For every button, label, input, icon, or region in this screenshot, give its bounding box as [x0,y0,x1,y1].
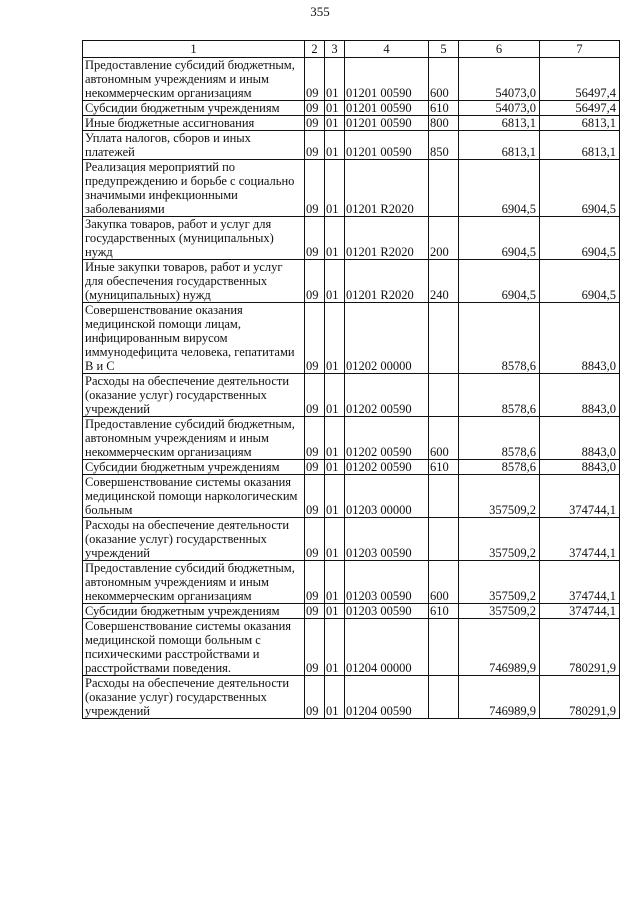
table-row [83,101,620,116]
budget-table [82,40,620,719]
expense-type-cell [429,303,459,374]
section-code-cell: 09 [305,518,325,561]
target-article-cell: 01201 R2020 [345,217,429,260]
amount-year2-cell: 6813,1 [540,131,620,160]
amount-year2-cell: 780291,9 [540,676,620,719]
expense-type-cell: 610 [429,460,459,475]
amount-year2-cell: 8843,0 [540,374,620,417]
column-header: 2 [305,41,325,58]
column-header: 4 [345,41,429,58]
row-name-cell: Расходы на обеспечение деятельности (оказание услуг) государственных учреждений [83,676,305,719]
section-code-cell: 09 [305,58,325,101]
row-name-cell: Совершенствование оказания медицинской помощи лицам, инфицированным вирусом иммунодефицита человека, гепатитами В и С [83,303,305,374]
amount-year2-cell: 6904,5 [540,260,620,303]
table-row [83,460,620,475]
amount-year2-cell: 780291,9 [540,619,620,676]
table-row [83,417,620,460]
expense-type-cell: 610 [429,604,459,619]
subsection-code-cell: 01 [325,561,345,604]
table-row [83,160,620,217]
section-code-cell: 09 [305,561,325,604]
expense-type-cell [429,518,459,561]
table-row [83,116,620,131]
amount-year1-cell: 746989,9 [459,619,540,676]
row-name-cell: Предоставление субсидий бюджетным, автономным учреждениям и иным некоммерческим организациям [83,417,305,460]
expense-type-cell: 610 [429,101,459,116]
target-article-cell: 01201 00590 [345,58,429,101]
row-name-cell: Расходы на обеспечение деятельности (оказание услуг) государственных учреждений [83,518,305,561]
table-row [83,518,620,561]
column-header: 6 [459,41,540,58]
target-article-cell: 01202 00590 [345,460,429,475]
target-article-cell: 01204 00590 [345,676,429,719]
subsection-code-cell: 01 [325,374,345,417]
amount-year1-cell: 8578,6 [459,374,540,417]
row-name-cell: Иные закупки товаров, работ и услуг для обеспечения государственных (муниципальных) нужд [83,260,305,303]
target-article-cell: 01202 00000 [345,303,429,374]
row-name-cell: Расходы на обеспечение деятельности (оказание услуг) государственных учреждений [83,374,305,417]
section-code-cell: 09 [305,131,325,160]
subsection-code-cell: 01 [325,58,345,101]
subsection-code-cell: 01 [325,518,345,561]
target-article-cell: 01201 R2020 [345,160,429,217]
subsection-code-cell: 01 [325,116,345,131]
amount-year1-cell: 6813,1 [459,131,540,160]
row-name-cell: Субсидии бюджетным учреждениям [83,604,305,619]
expense-type-cell: 600 [429,58,459,101]
amount-year1-cell: 357509,2 [459,561,540,604]
amount-year1-cell: 8578,6 [459,460,540,475]
target-article-cell: 01202 00590 [345,417,429,460]
row-name-cell: Совершенствование системы оказания медицинской помощи больным с психическими расстройствами и расстройствами поведения. [83,619,305,676]
section-code-cell: 09 [305,217,325,260]
target-article-cell: 01203 00000 [345,475,429,518]
amount-year2-cell: 6904,5 [540,160,620,217]
expense-type-cell [429,619,459,676]
column-header: 1 [83,41,305,58]
section-code-cell: 09 [305,374,325,417]
row-name-cell: Уплата налогов, сборов и иных платежей [83,131,305,160]
section-code-cell: 09 [305,604,325,619]
amount-year1-cell: 6904,5 [459,160,540,217]
expense-type-cell: 200 [429,217,459,260]
table-row [83,619,620,676]
amount-year1-cell: 6904,5 [459,260,540,303]
amount-year2-cell: 374744,1 [540,475,620,518]
row-name-cell: Иные бюджетные ассигнования [83,116,305,131]
target-article-cell: 01201 R2020 [345,260,429,303]
target-article-cell: 01201 00590 [345,131,429,160]
target-article-cell: 01201 00590 [345,101,429,116]
amount-year1-cell: 8578,6 [459,417,540,460]
subsection-code-cell: 01 [325,417,345,460]
subsection-code-cell: 01 [325,460,345,475]
table-row [83,475,620,518]
amount-year1-cell: 6904,5 [459,217,540,260]
section-code-cell: 09 [305,619,325,676]
subsection-code-cell: 01 [325,303,345,374]
amount-year2-cell: 56497,4 [540,58,620,101]
column-header: 5 [429,41,459,58]
expense-type-cell: 240 [429,260,459,303]
subsection-code-cell: 01 [325,676,345,719]
column-header: 3 [325,41,345,58]
amount-year2-cell: 8843,0 [540,460,620,475]
amount-year1-cell: 357509,2 [459,604,540,619]
amount-year1-cell: 357509,2 [459,518,540,561]
target-article-cell: 01202 00590 [345,374,429,417]
table-row [83,58,620,101]
section-code-cell: 09 [305,460,325,475]
expense-type-cell [429,676,459,719]
amount-year2-cell: 374744,1 [540,518,620,561]
target-article-cell: 01204 00000 [345,619,429,676]
row-name-cell: Предоставление субсидий бюджетным, автономным учреждениям и иным некоммерческим организациям [83,58,305,101]
amount-year1-cell: 8578,6 [459,303,540,374]
amount-year1-cell: 6813,1 [459,116,540,131]
amount-year2-cell: 6904,5 [540,217,620,260]
column-header: 7 [540,41,620,58]
row-name-cell: Реализация мероприятий по предупреждению и борьбе с социально значимыми инфекционными заболеваниями [83,160,305,217]
amount-year2-cell: 374744,1 [540,561,620,604]
amount-year1-cell: 54073,0 [459,101,540,116]
section-code-cell: 09 [305,417,325,460]
table-row [83,676,620,719]
table-row [83,303,620,374]
row-name-cell: Совершенствование системы оказания медицинской помощи наркологическим больным [83,475,305,518]
expense-type-cell: 800 [429,116,459,131]
expense-type-cell: 600 [429,561,459,604]
table-row [83,561,620,604]
amount-year2-cell: 8843,0 [540,417,620,460]
table-row [83,217,620,260]
target-article-cell: 01201 00590 [345,116,429,131]
table-row [83,260,620,303]
section-code-cell: 09 [305,475,325,518]
subsection-code-cell: 01 [325,475,345,518]
row-name-cell: Субсидии бюджетным учреждениям [83,101,305,116]
subsection-code-cell: 01 [325,604,345,619]
subsection-code-cell: 01 [325,101,345,116]
target-article-cell: 01203 00590 [345,518,429,561]
subsection-code-cell: 01 [325,260,345,303]
table-row [83,131,620,160]
section-code-cell: 09 [305,676,325,719]
expense-type-cell [429,475,459,518]
subsection-code-cell: 01 [325,131,345,160]
expense-type-cell: 850 [429,131,459,160]
section-code-cell: 09 [305,116,325,131]
section-code-cell: 09 [305,101,325,116]
amount-year2-cell: 6813,1 [540,116,620,131]
table-row [83,604,620,619]
amount-year2-cell: 8843,0 [540,303,620,374]
table-body [83,58,620,719]
subsection-code-cell: 01 [325,217,345,260]
table-row [83,374,620,417]
amount-year1-cell: 54073,0 [459,58,540,101]
section-code-cell: 09 [305,303,325,374]
expense-type-cell [429,374,459,417]
page-number: 355 [310,4,330,19]
subsection-code-cell: 01 [325,619,345,676]
subsection-code-cell: 01 [325,160,345,217]
header-row [83,41,620,58]
expense-type-cell [429,160,459,217]
row-name-cell: Предоставление субсидий бюджетным, автономным учреждениям и иным некоммерческим организациям [83,561,305,604]
amount-year1-cell: 357509,2 [459,475,540,518]
row-name-cell: Субсидии бюджетным учреждениям [83,460,305,475]
section-code-cell: 09 [305,160,325,217]
row-name-cell: Закупка товаров, работ и услуг для государственных (муниципальных) нужд [83,217,305,260]
expense-type-cell: 600 [429,417,459,460]
amount-year2-cell: 56497,4 [540,101,620,116]
target-article-cell: 01203 00590 [345,604,429,619]
amount-year1-cell: 746989,9 [459,676,540,719]
target-article-cell: 01203 00590 [345,561,429,604]
amount-year2-cell: 374744,1 [540,604,620,619]
section-code-cell: 09 [305,260,325,303]
